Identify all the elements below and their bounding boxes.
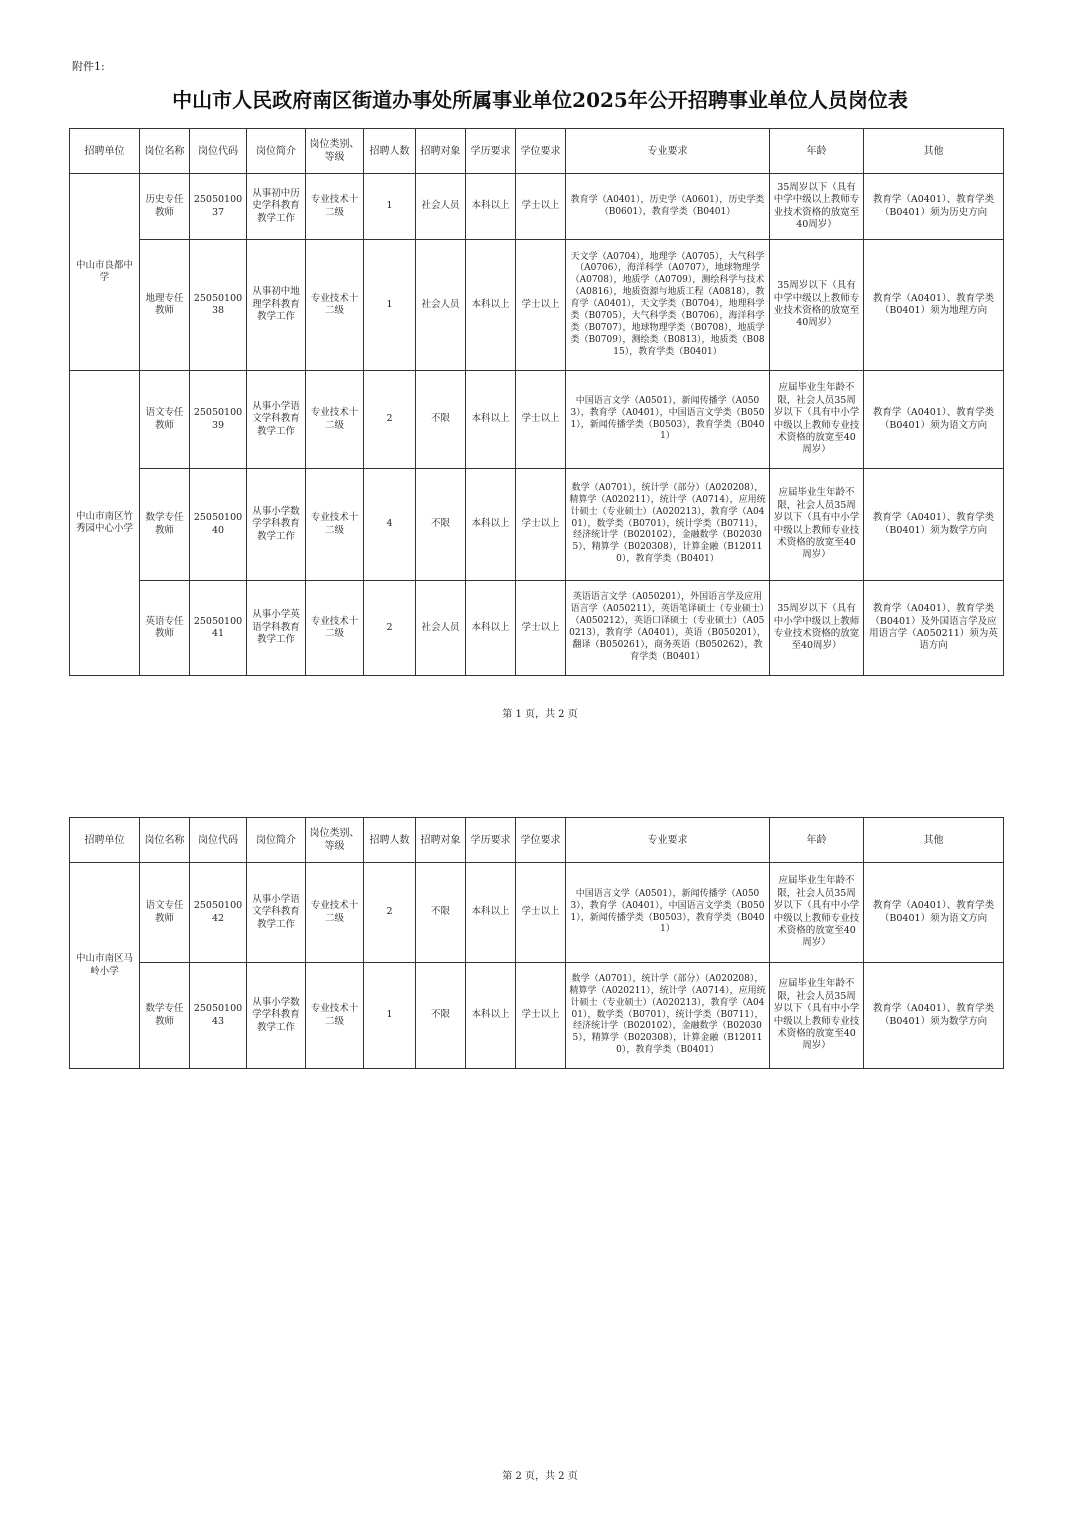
page-number-1: 第 1 页，共 2 页 xyxy=(502,709,578,720)
header-position-code: 岗位代码 xyxy=(190,129,247,174)
hire-count: 4 xyxy=(364,469,416,581)
position-desc: 从事小学语文学科教育教学工作 xyxy=(247,371,306,469)
hire-count: 1 xyxy=(364,240,416,371)
table-row xyxy=(70,469,1004,581)
position-desc: 从事小学数学学科教育教学工作 xyxy=(247,469,306,581)
table-row xyxy=(70,174,1004,240)
hire-count: 2 xyxy=(364,371,416,469)
age-req: 应届毕业生年龄不限，社会人员35周岁以下（具有中小学中级以上教师专业技术资格的放宽至40周岁） xyxy=(770,963,864,1069)
hire-target: 不限 xyxy=(416,963,466,1069)
hire-count: 2 xyxy=(364,863,416,963)
position-name: 数学专任教师 xyxy=(140,963,190,1069)
major-req: 天文学（A0704），地理学（A0705），大气科学（A0706），海洋科学（A0707），地球物理学（A0708），地质学（A0709），测绘科学与技术（A0816），地质资源与地质工程（A0818），教育学（A0401），天文学类（B0704），地理科学类（B0705），大气科学类（B0706），海洋科学类（B0707），地球物理学类（B0708），地质学类（B0709），测绘类（B0813），地质类（B0815），教育学类（B0401） xyxy=(566,240,770,371)
position-name: 地理专任教师 xyxy=(140,240,190,371)
header-position-desc: 岗位简介 xyxy=(247,129,306,174)
hire-target: 不限 xyxy=(416,863,466,963)
hire-target: 社会人员 xyxy=(416,240,466,371)
degree-req: 学士以上 xyxy=(516,963,566,1069)
header-major: 专业要求 xyxy=(566,818,770,863)
degree-req: 学士以上 xyxy=(516,469,566,581)
age-req: 应届毕业生年龄不限，社会人员35周岁以下（具有中小学中级以上教师专业技术资格的放宽至40周岁） xyxy=(770,469,864,581)
major-req: 中国语言文学（A0501），新闻传播学（A0503），教育学（A0401），中国语言文学类（B0501），新闻传播学类（B0503），教育学类（B0401） xyxy=(566,371,770,469)
position-category: 专业技术十二级 xyxy=(306,963,364,1069)
degree-req: 学士以上 xyxy=(516,174,566,240)
position-code: 2505010043 xyxy=(190,963,247,1069)
major-req: 教育学（A0401），历史学（A0601），历史学类（B0601），教育学类（B0401） xyxy=(566,174,770,240)
other-req: 教育学（A0401）、教育学类（B0401）须为地理方向 xyxy=(864,240,1004,371)
education-req: 本科以上 xyxy=(466,371,516,469)
table-row xyxy=(70,963,1004,1069)
hire-count: 1 xyxy=(364,963,416,1069)
major-req: 数学（A0701），统计学（部分）（A020208），精算学（A020211），统计学（A0714），应用统计硕士（专业硕士）（A020213），教育学（A0401），数学类（B0701），统计学类（B0711），经济统计学（B020102），金融数学（B020305），精算学（B020308），计算金融（B120110），教育学类（B0401） xyxy=(566,469,770,581)
attachment-label: 附件1: xyxy=(72,60,105,73)
unit-cell: 中山市南区竹秀园中心小学 xyxy=(70,371,140,676)
education-req: 本科以上 xyxy=(466,963,516,1069)
other-req: 教育学（A0401）、教育学类（B0401）须为语文方向 xyxy=(864,371,1004,469)
position-desc: 从事初中地理学科教育教学工作 xyxy=(247,240,306,371)
position-code: 2505010040 xyxy=(190,469,247,581)
other-req: 教育学（A0401）、教育学类（B0401）须为历史方向 xyxy=(864,174,1004,240)
page-title: 中山市人民政府南区街道办事处所属事业单位2025年公开招聘事业单位人员岗位表 xyxy=(172,88,908,112)
hire-count: 1 xyxy=(364,174,416,240)
table-row xyxy=(70,371,1004,469)
hire-count: 2 xyxy=(364,581,416,676)
position-desc: 从事小学语文学科教育教学工作 xyxy=(247,863,306,963)
age-req: 应届毕业生年龄不限，社会人员35周岁以下（具有中小学中级以上教师专业技术资格的放宽至40周岁） xyxy=(770,371,864,469)
header-degree: 学位要求 xyxy=(516,818,566,863)
header-degree: 学位要求 xyxy=(516,129,566,174)
header-target: 招聘对象 xyxy=(416,818,466,863)
position-name: 数学专任教师 xyxy=(140,469,190,581)
position-desc: 从事小学数学学科教育教学工作 xyxy=(247,963,306,1069)
education-req: 本科以上 xyxy=(466,581,516,676)
position-category: 专业技术十二级 xyxy=(306,174,364,240)
position-name: 语文专任教师 xyxy=(140,863,190,963)
header-position-name: 岗位名称 xyxy=(140,129,190,174)
header-category: 岗位类别、等级 xyxy=(306,129,364,174)
degree-req: 学士以上 xyxy=(516,863,566,963)
header-education: 学历要求 xyxy=(466,818,516,863)
position-name: 英语专任教师 xyxy=(140,581,190,676)
header-age: 年龄 xyxy=(770,129,864,174)
header-major: 专业要求 xyxy=(566,129,770,174)
unit-cell: 中山市南区马岭小学 xyxy=(70,863,140,1069)
degree-req: 学士以上 xyxy=(516,371,566,469)
position-code: 2505010039 xyxy=(190,371,247,469)
major-req: 中国语言文学（A0501），新闻传播学（A0503），教育学（A0401），中国语言文学类（B0501），新闻传播学类（B0503），教育学类（B0401） xyxy=(566,863,770,963)
position-name: 语文专任教师 xyxy=(140,371,190,469)
header-other: 其他 xyxy=(864,818,1004,863)
position-code: 2505010041 xyxy=(190,581,247,676)
unit-cell: 中山市良都中学 xyxy=(70,174,140,371)
header-position-desc: 岗位简介 xyxy=(247,818,306,863)
position-category: 专业技术十二级 xyxy=(306,863,364,963)
header-unit: 招聘单位 xyxy=(70,818,140,863)
degree-req: 学士以上 xyxy=(516,581,566,676)
position-desc: 从事小学英语学科教育教学工作 xyxy=(247,581,306,676)
table-row xyxy=(70,581,1004,676)
other-req: 教育学（A0401）、教育学类（B0401）须为数学方向 xyxy=(864,469,1004,581)
header-count: 招聘人数 xyxy=(364,129,416,174)
age-req: 35周岁以下（具有中学中级以上教师专业技术资格的放宽至40周岁） xyxy=(770,174,864,240)
header-count: 招聘人数 xyxy=(364,818,416,863)
header-category: 岗位类别、等级 xyxy=(306,818,364,863)
page-number-2: 第 2 页，共 2 页 xyxy=(502,1471,578,1482)
header-position-code: 岗位代码 xyxy=(190,818,247,863)
education-req: 本科以上 xyxy=(466,863,516,963)
position-code: 2505010037 xyxy=(190,174,247,240)
education-req: 本科以上 xyxy=(466,174,516,240)
other-req: 教育学（A0401）、教育学类（B0401）须为数学方向 xyxy=(864,963,1004,1069)
age-req: 35周岁以下（具有中学中级以上教师专业技术资格的放宽至40周岁） xyxy=(770,240,864,371)
header-unit: 招聘单位 xyxy=(70,129,140,174)
table-header-row xyxy=(70,818,1004,863)
position-category: 专业技术十二级 xyxy=(306,240,364,371)
hire-target: 不限 xyxy=(416,469,466,581)
position-category: 专业技术十二级 xyxy=(306,469,364,581)
hire-target: 社会人员 xyxy=(416,581,466,676)
hire-target: 社会人员 xyxy=(416,174,466,240)
age-req: 应届毕业生年龄不限，社会人员35周岁以下（具有中小学中级以上教师专业技术资格的放宽至40周岁） xyxy=(770,863,864,963)
table-header-row xyxy=(70,129,1004,174)
header-education: 学历要求 xyxy=(466,129,516,174)
position-code: 2505010042 xyxy=(190,863,247,963)
table-row xyxy=(70,863,1004,963)
major-req: 数学（A0701），统计学（部分）（A020208），精算学（A020211），统计学（A0714），应用统计硕士（专业硕士）（A020213），教育学（A0401），数学类（B0701），统计学类（B0711），经济统计学（B020102），金融数学（B020305），精算学（B020308），计算金融（B120110），教育学类（B0401） xyxy=(566,963,770,1069)
position-category: 专业技术十二级 xyxy=(306,371,364,469)
position-category: 专业技术十二级 xyxy=(306,581,364,676)
header-position-name: 岗位名称 xyxy=(140,818,190,863)
header-age: 年龄 xyxy=(770,818,864,863)
major-req: 英语语言文学（A050201），外国语言学及应用语言学（A050211），英语笔译硕士（专业硕士）（A050212），英语口译硕士（专业硕士）（A050213），教育学（A0401），英语（B050201），翻译（B050261），商务英语（B050262），教育学类（B0401） xyxy=(566,581,770,676)
header-other: 其他 xyxy=(864,129,1004,174)
header-target: 招聘对象 xyxy=(416,129,466,174)
education-req: 本科以上 xyxy=(466,469,516,581)
position-code: 2505010038 xyxy=(190,240,247,371)
hire-target: 不限 xyxy=(416,371,466,469)
other-req: 教育学（A0401）、教育学类（B0401）须为语文方向 xyxy=(864,863,1004,963)
position-name: 历史专任教师 xyxy=(140,174,190,240)
jobs-table-page-2 xyxy=(69,817,1004,1069)
age-req: 35周岁以下（具有中小学中级以上教师专业技术资格的放宽至40周岁） xyxy=(770,581,864,676)
position-desc: 从事初中历史学科教育教学工作 xyxy=(247,174,306,240)
other-req: 教育学（A0401）、教育学类（B0401）及外国语言学及应用语言学（A050211）须为英语方向 xyxy=(864,581,1004,676)
education-req: 本科以上 xyxy=(466,240,516,371)
jobs-table-page-1 xyxy=(69,128,1004,676)
degree-req: 学士以上 xyxy=(516,240,566,371)
table-row xyxy=(70,240,1004,371)
